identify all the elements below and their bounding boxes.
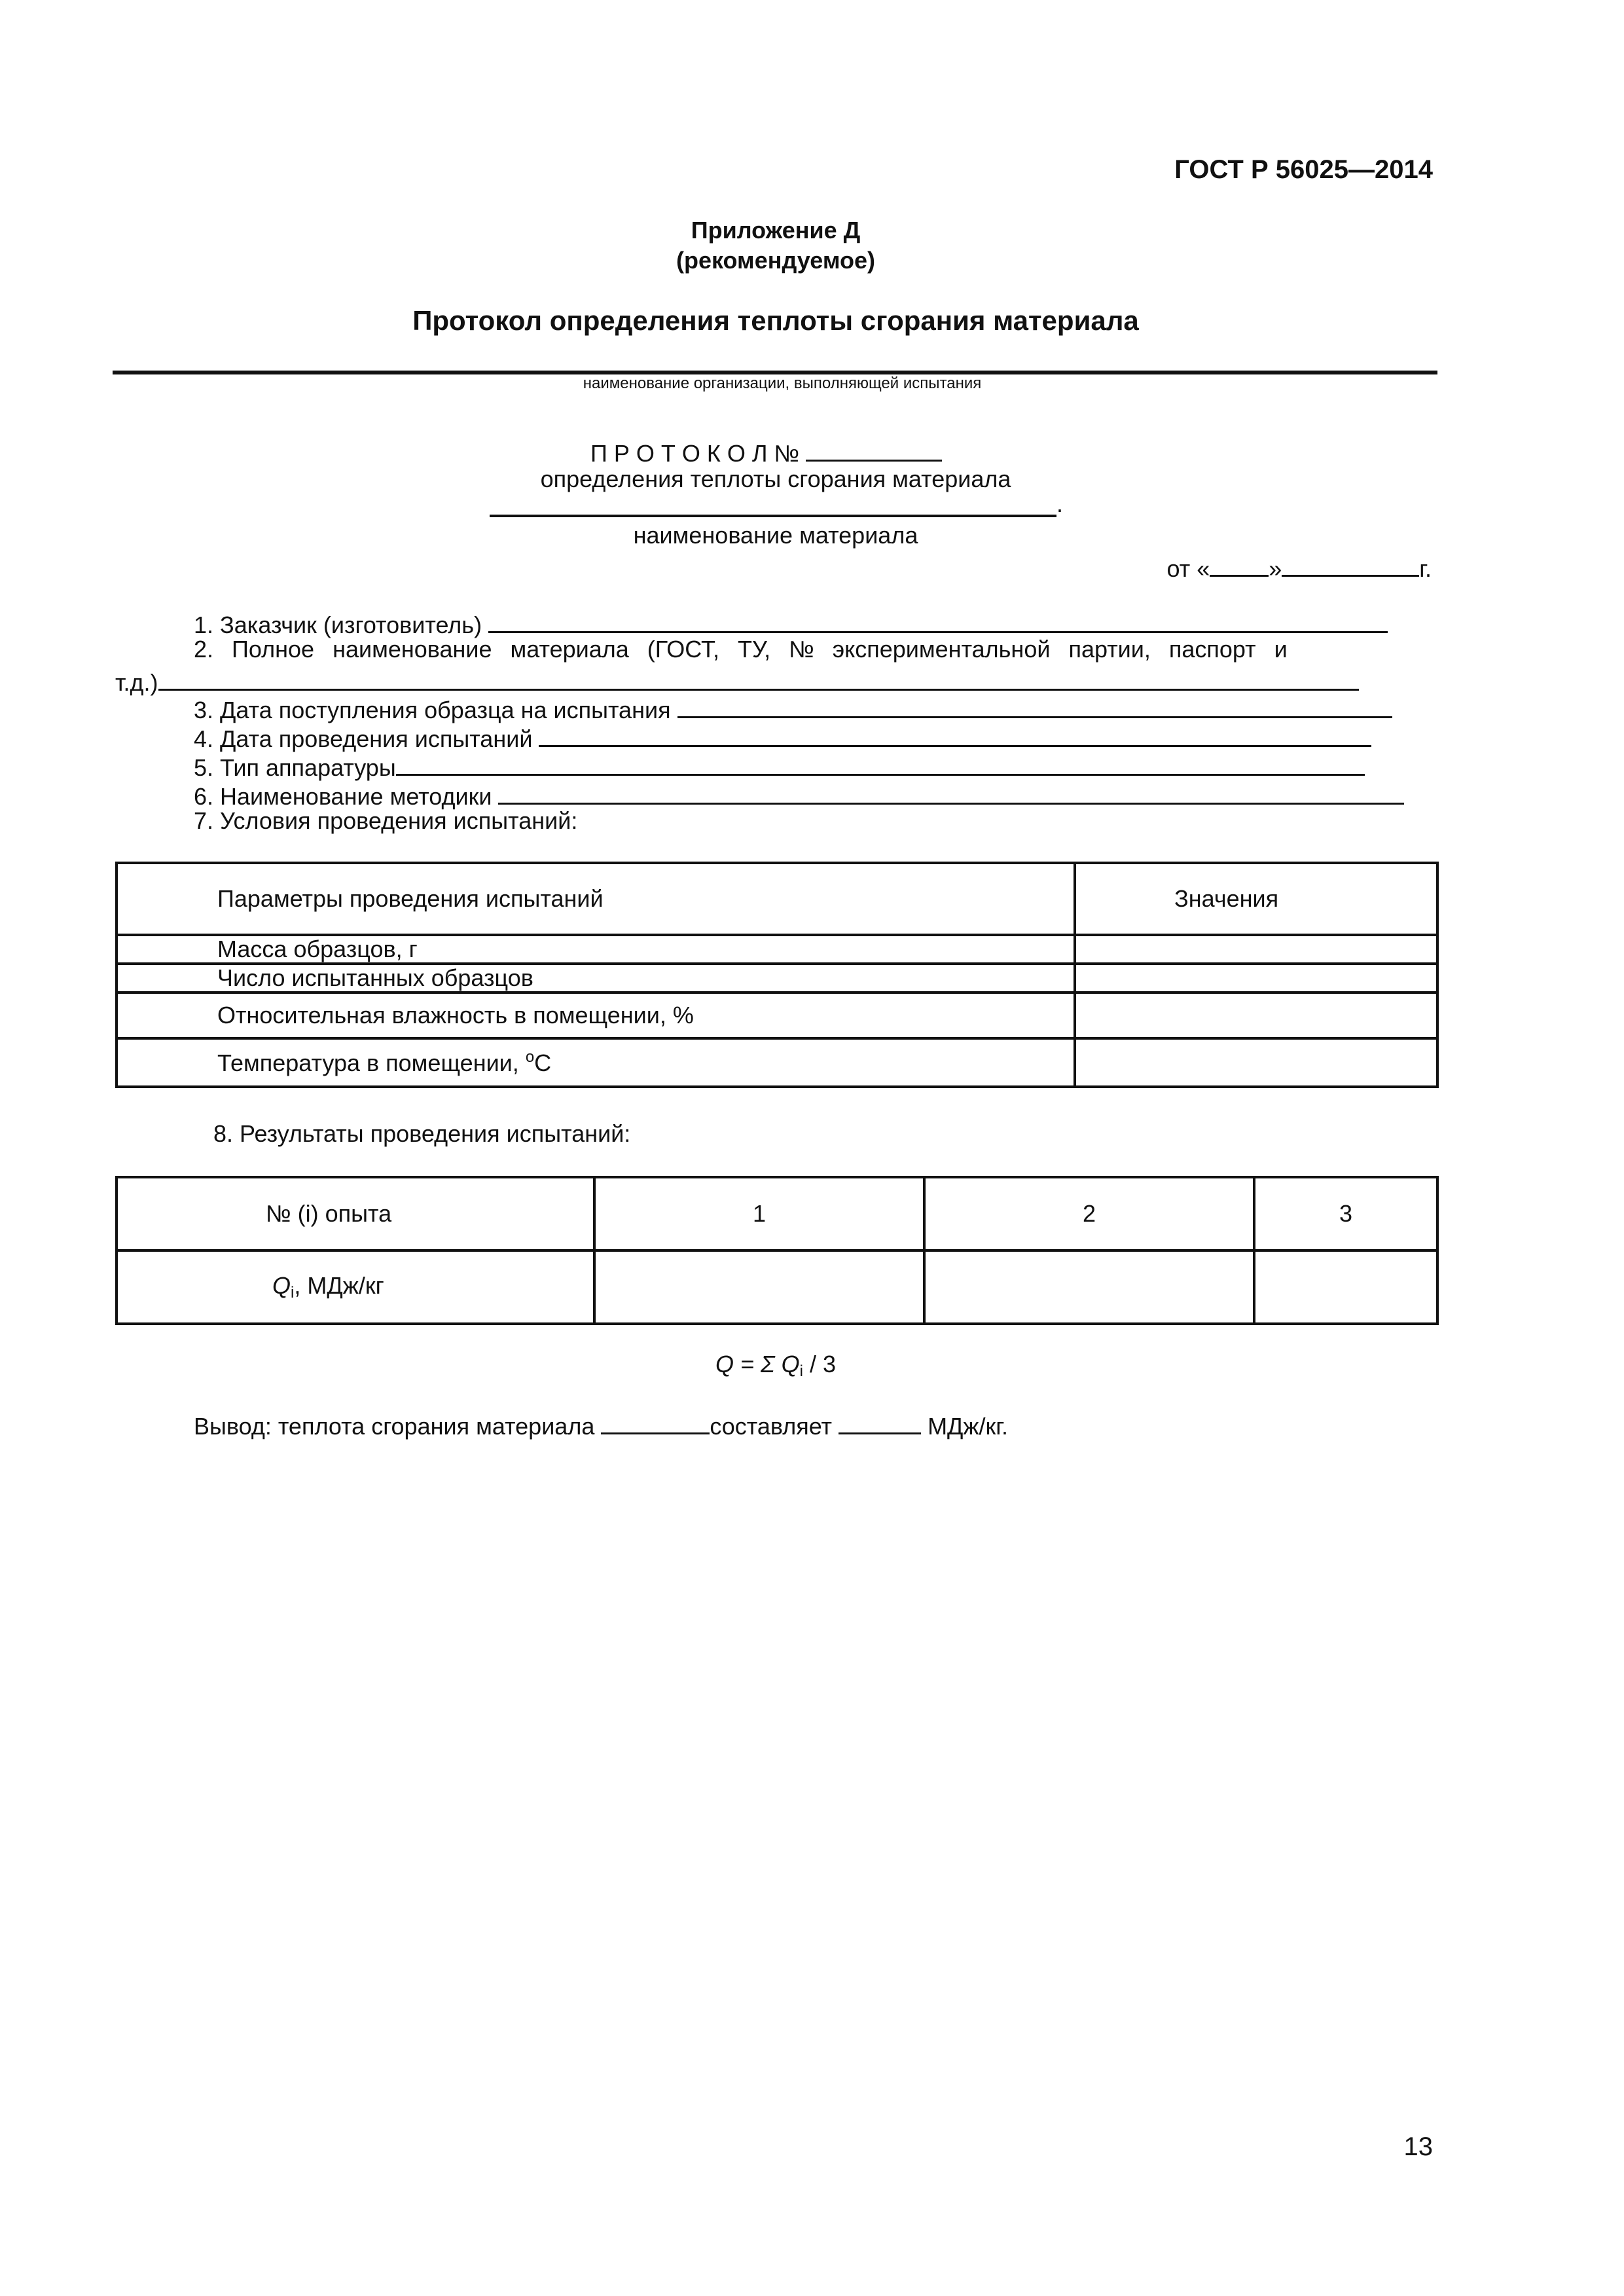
results-run-2: 2 (924, 1177, 1254, 1250)
field-material-fullname-label: 2. Полное наименование материала (ГОСТ, ТУ, № экспериментальной партии, паспорт и (194, 636, 1288, 663)
formula-rhs: / 3 (803, 1351, 836, 1377)
field-test-date-label: 4. Дата проведения испытаний (194, 725, 533, 752)
conditions-header-params: Параметры проведения испытаний (117, 863, 1075, 935)
results-label: 8. Результаты проведения испытаний: (213, 1120, 631, 1147)
results-q-label (117, 1250, 594, 1324)
results-q-value-1[interactable] (594, 1250, 924, 1324)
date-suffix: г. (1419, 555, 1432, 582)
results-table (115, 1176, 1439, 1325)
conclusion-value-field[interactable] (839, 1408, 921, 1434)
material-dot: . (1056, 490, 1064, 517)
field-apparatus-type-label: 5. Тип аппаратуры (194, 754, 396, 781)
conditions-header-row (117, 863, 1437, 935)
field-test-date-input[interactable] (539, 720, 1371, 747)
field-test-conditions: 7. Условия проведения испытаний: (194, 807, 578, 834)
material-caption: наименование материала (633, 522, 918, 549)
date-mid: » (1269, 555, 1282, 582)
conditions-value-mass[interactable] (1075, 935, 1437, 964)
conditions-value-humidity[interactable] (1075, 993, 1437, 1038)
conditions-param-count: Число испытанных образцов (117, 964, 1075, 993)
results-header-label: № (i) опыта (117, 1177, 594, 1250)
conclusion (194, 1408, 1008, 1441)
results-run-1: 1 (594, 1177, 924, 1250)
formula-lhs: Q = Σ Q (715, 1351, 800, 1377)
conditions-param-temperature (117, 1038, 1075, 1087)
q-symbol: Q (272, 1272, 291, 1299)
field-method-name-label: 6. Наименование методики (194, 783, 492, 810)
protocol-subheading: определения теплоты сгорания материала (540, 465, 1011, 492)
results-run-3: 3 (1254, 1177, 1437, 1250)
protocol-heading-text: П Р О Т О К О Л № (590, 440, 800, 467)
conditions-row (117, 935, 1437, 964)
conclusion-prefix: Вывод: теплота сгорания материала (194, 1413, 595, 1440)
protocol-heading (590, 435, 942, 468)
conditions-row (117, 1038, 1437, 1087)
conditions-row (117, 964, 1437, 993)
field-material-fullname-input[interactable] (158, 664, 1359, 691)
field-method-name-input[interactable] (498, 778, 1404, 805)
conditions-header-values: Значения (1075, 863, 1437, 935)
conclusion-mid: составляет (710, 1413, 833, 1440)
section-title: Протокол определения теплоты сгорания материала (412, 305, 1139, 336)
field-receipt-date-label: 3. Дата поступления образца на испытания (194, 697, 671, 723)
q-subscript: i (291, 1284, 295, 1302)
field-material-fullname-cont-label: т.д.) (115, 669, 158, 696)
protocol-number-field[interactable] (806, 435, 942, 462)
average-formula (0, 1350, 1551, 1386)
date-prefix: от « (1166, 555, 1210, 582)
conditions-param-mass: Масса образцов, г (117, 935, 1075, 964)
temperature-unit: C (534, 1049, 552, 1076)
results-header-row (117, 1177, 1437, 1250)
conditions-row (117, 993, 1437, 1038)
field-material-fullname (194, 635, 1434, 664)
organization-caption: наименование организации, выполняющей испытания (583, 374, 982, 392)
conclusion-material-field[interactable] (601, 1408, 710, 1434)
q-unit: , МДж/кг (294, 1272, 384, 1299)
results-q-value-3[interactable] (1254, 1250, 1437, 1324)
degree-sign: o (525, 1048, 535, 1066)
conditions-param-temperature-label: Температура в помещении, (217, 1049, 519, 1076)
results-q-row (117, 1250, 1437, 1324)
document-number: ГОСТ Р 56025—2014 (1174, 155, 1433, 184)
material-name-field[interactable] (490, 515, 1056, 517)
field-customer-label: 1. Заказчик (изготовитель) (194, 611, 482, 638)
field-receipt-date-input[interactable] (677, 691, 1392, 718)
formula-subscript: i (799, 1362, 803, 1380)
conditions-value-temperature[interactable] (1075, 1038, 1437, 1087)
conditions-table (115, 862, 1439, 1088)
conditions-param-humidity: Относительная влажность в помещении, % (117, 993, 1075, 1038)
protocol-date (1166, 550, 1432, 583)
date-day-field[interactable] (1210, 550, 1269, 577)
page-number: 13 (1403, 2132, 1433, 2161)
date-month-field[interactable] (1282, 550, 1419, 577)
conditions-value-count[interactable] (1075, 964, 1437, 993)
results-q-value-2[interactable] (924, 1250, 1254, 1324)
appendix-status: (рекомендуемое) (676, 247, 875, 274)
field-customer-input[interactable] (488, 606, 1388, 633)
field-apparatus-type-input[interactable] (396, 749, 1365, 776)
conclusion-suffix: МДж/кг. (928, 1413, 1009, 1440)
appendix-title: Приложение Д (691, 217, 861, 244)
